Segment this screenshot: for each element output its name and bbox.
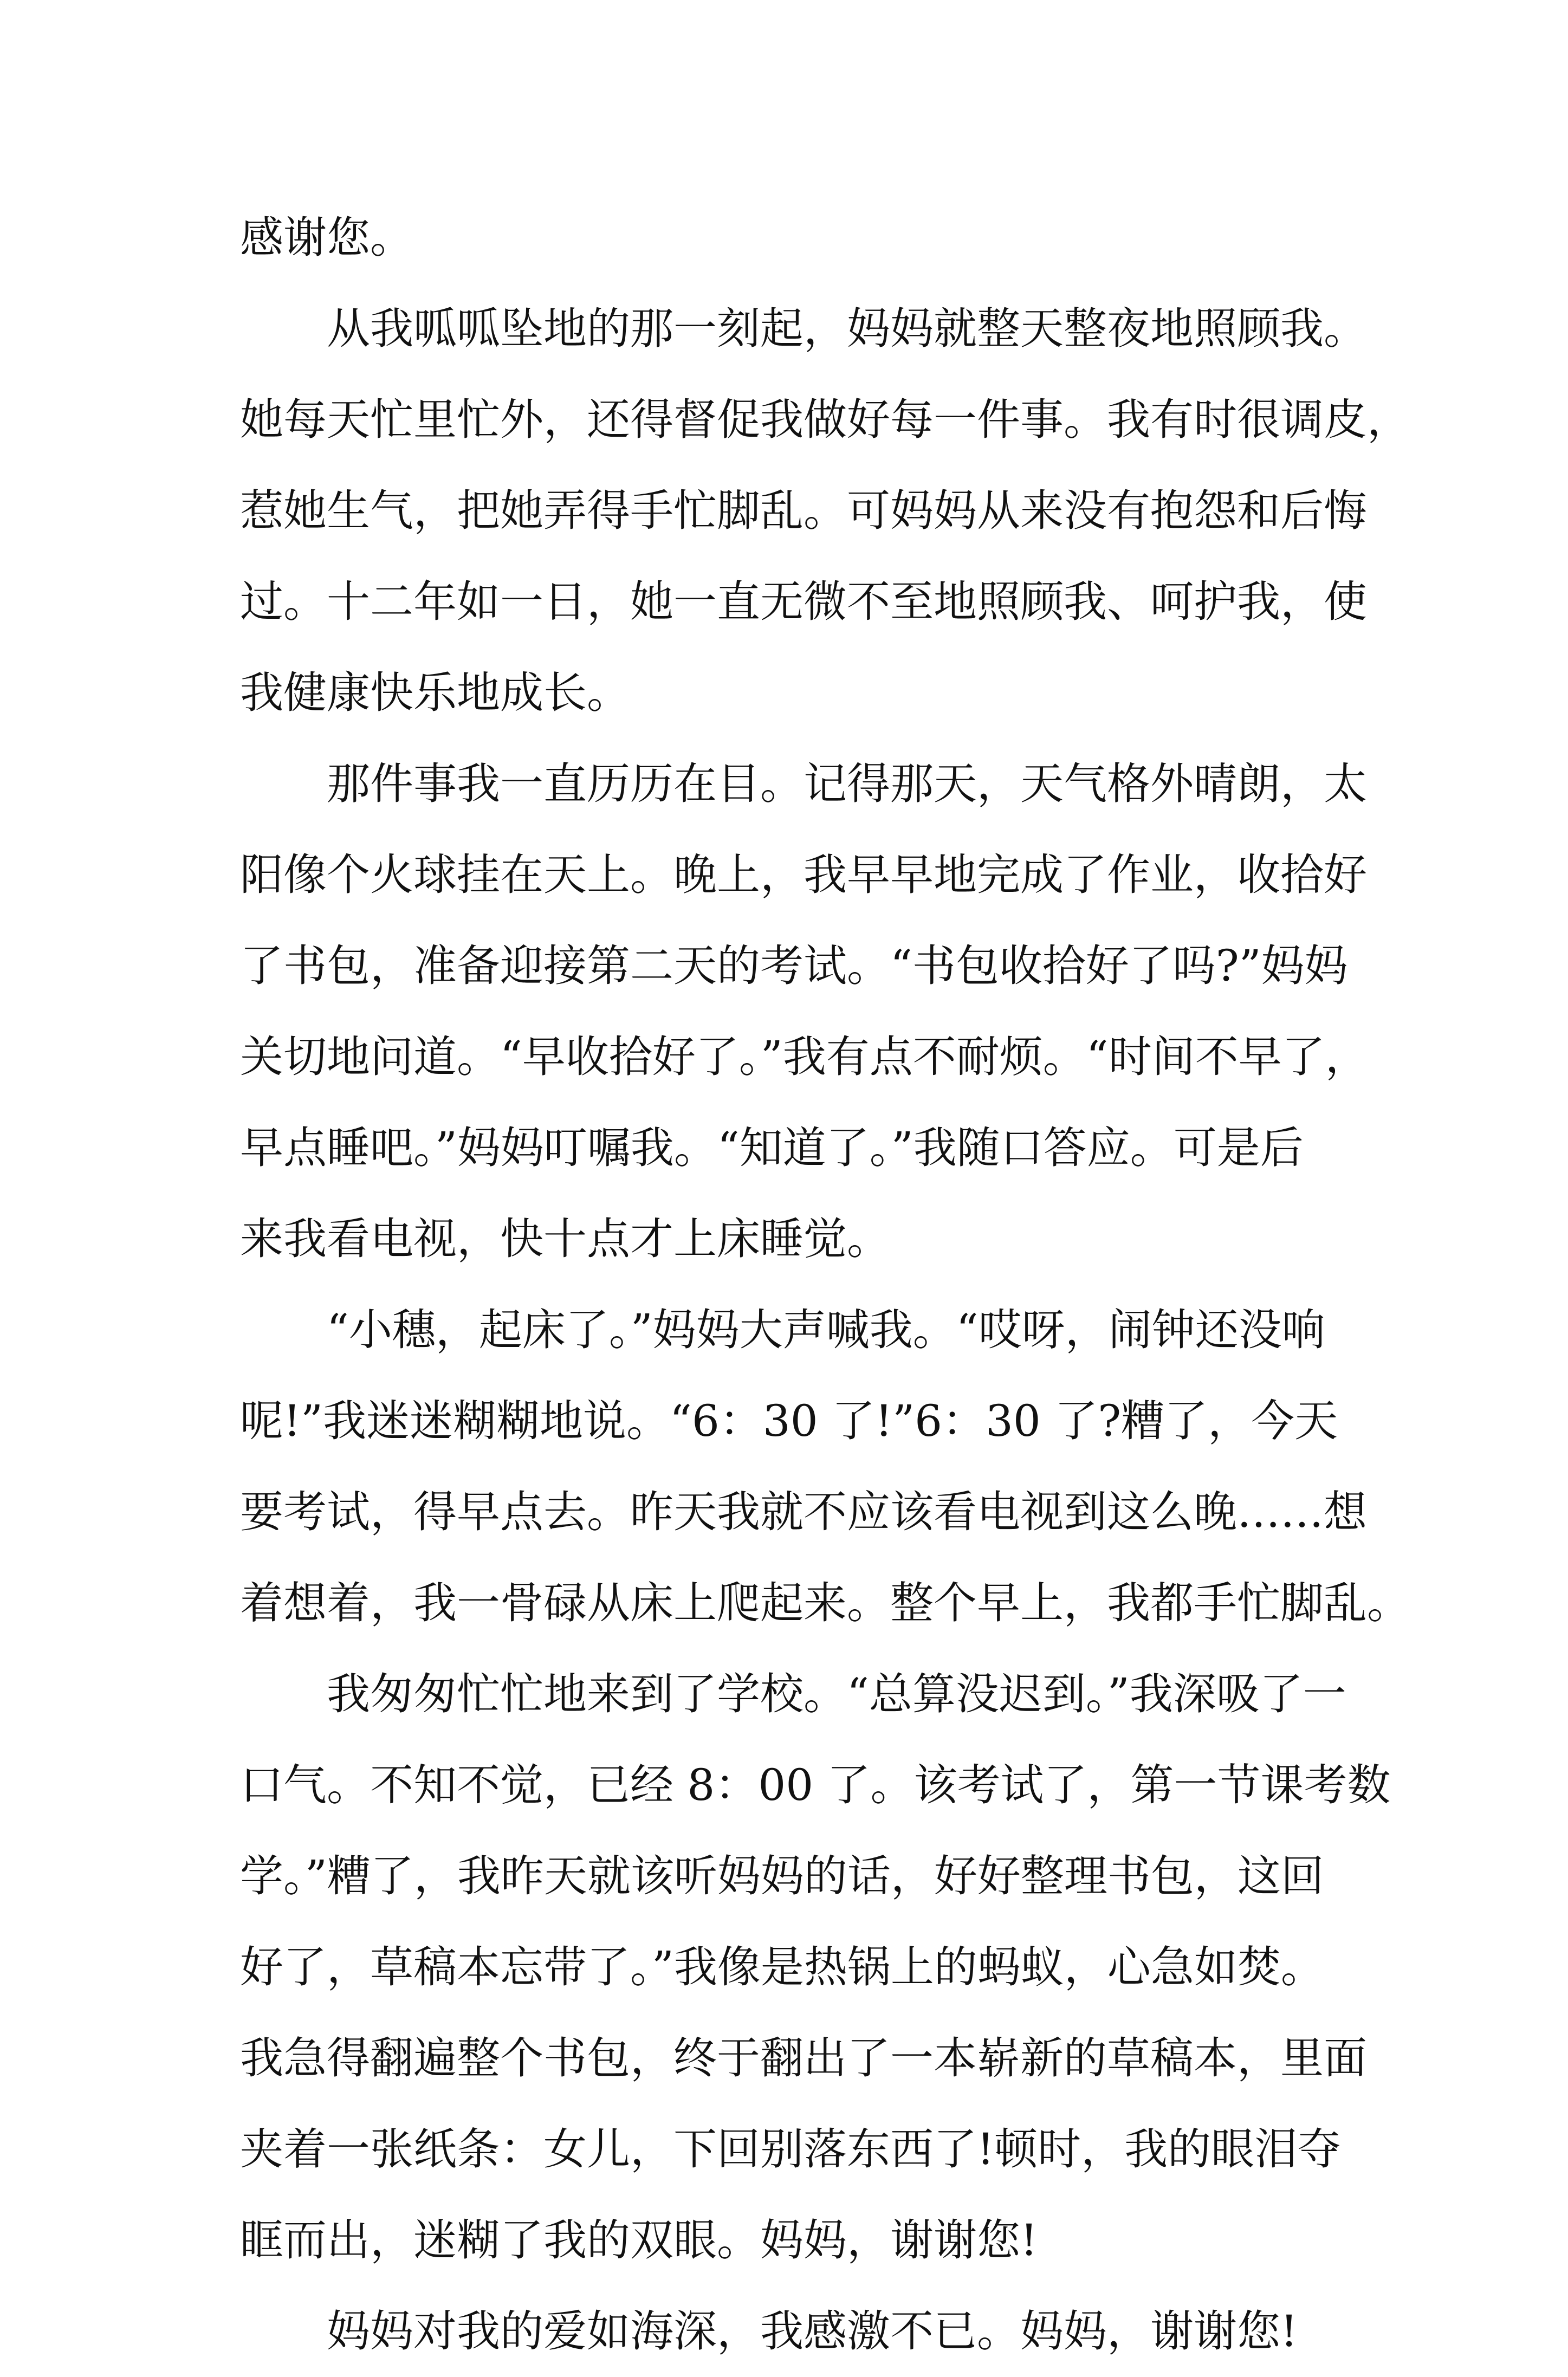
text-line: 好了，草稿本忘带了。”我像是热锅上的蚂蚁，心急如焚。 — [240, 1942, 1324, 1992]
text-line: 学。”糟了，我昨天就该听妈妈的话，好好整理书包，这回 — [240, 1851, 1324, 1901]
text-line: 着想着，我一骨碌从床上爬起来。整个早上，我都手忙脚乱。 — [240, 1578, 1410, 1628]
text-line: 我健康快乐地成长。 — [240, 668, 630, 718]
text-line: 来我看电视，快十点才上床睡觉。 — [240, 1214, 890, 1264]
text-line: 我急得翻遍整个书包，终于翻出了一本崭新的草稿本，里面 — [240, 2033, 1367, 2083]
text-line: 妈妈对我的爱如海深，我感激不已。妈妈，谢谢您! — [240, 2306, 1298, 2356]
text-line: 感谢您。 — [240, 212, 413, 263]
text-line: 早点睡吧。”妈妈叮嘱我。“知道了。”我随口答应。可是后 — [240, 1123, 1304, 1173]
text-line: 口气。不知不觉，已经 8：00 了。该考试了，第一节课考数 — [240, 1760, 1391, 1810]
text-line: 惹她生气，把她弄得手忙脚乱。可妈妈从来没有抱怨和后悔 — [240, 485, 1367, 536]
body-text — [240, 192, 1410, 2377]
text-line: 我匆匆忙忙地来到了学校。“总算没迟到。”我深吸了一 — [240, 1669, 1346, 1719]
text-line: 从我呱呱坠地的那一刻起，妈妈就整天整夜地照顾我。 — [240, 303, 1367, 354]
text-line: 了书包，准备迎接第二天的考试。“书包收拾好了吗?”妈妈 — [240, 941, 1348, 991]
text-line: 呢!”我迷迷糊糊地说。“6：30 了!”6：30 了?糟了，今天 — [240, 1396, 1338, 1446]
text-line: 要考试，得早点去。昨天我就不应该看电视到这么晚……想 — [240, 1487, 1367, 1537]
text-line: 眶而出，迷糊了我的双眼。妈妈，谢谢您! — [240, 2215, 1038, 2265]
text-line: 她每天忙里忙外，还得督促我做好每一件事。我有时很调皮， — [240, 394, 1410, 445]
text-line: 阳像个火球挂在天上。晚上，我早早地完成了作业，收拾好 — [240, 850, 1367, 900]
text-line: “小穗，起床了。”妈妈大声喊我。“哎呀，闹钟还没响 — [240, 1305, 1325, 1355]
text-line: 过。十二年如一日，她一直无微不至地照顾我、呵护我，使 — [240, 577, 1367, 627]
text-line: 关切地问道。“早收拾好了。”我有点不耐烦。“时间不早了， — [240, 1032, 1369, 1082]
text-line: 夹着一张纸条：女儿，下回别落东西了!顿时，我的眼泪夺 — [240, 2124, 1342, 2174]
text-line: 那件事我一直历历在目。记得那天，天气格外晴朗，太 — [240, 759, 1367, 809]
